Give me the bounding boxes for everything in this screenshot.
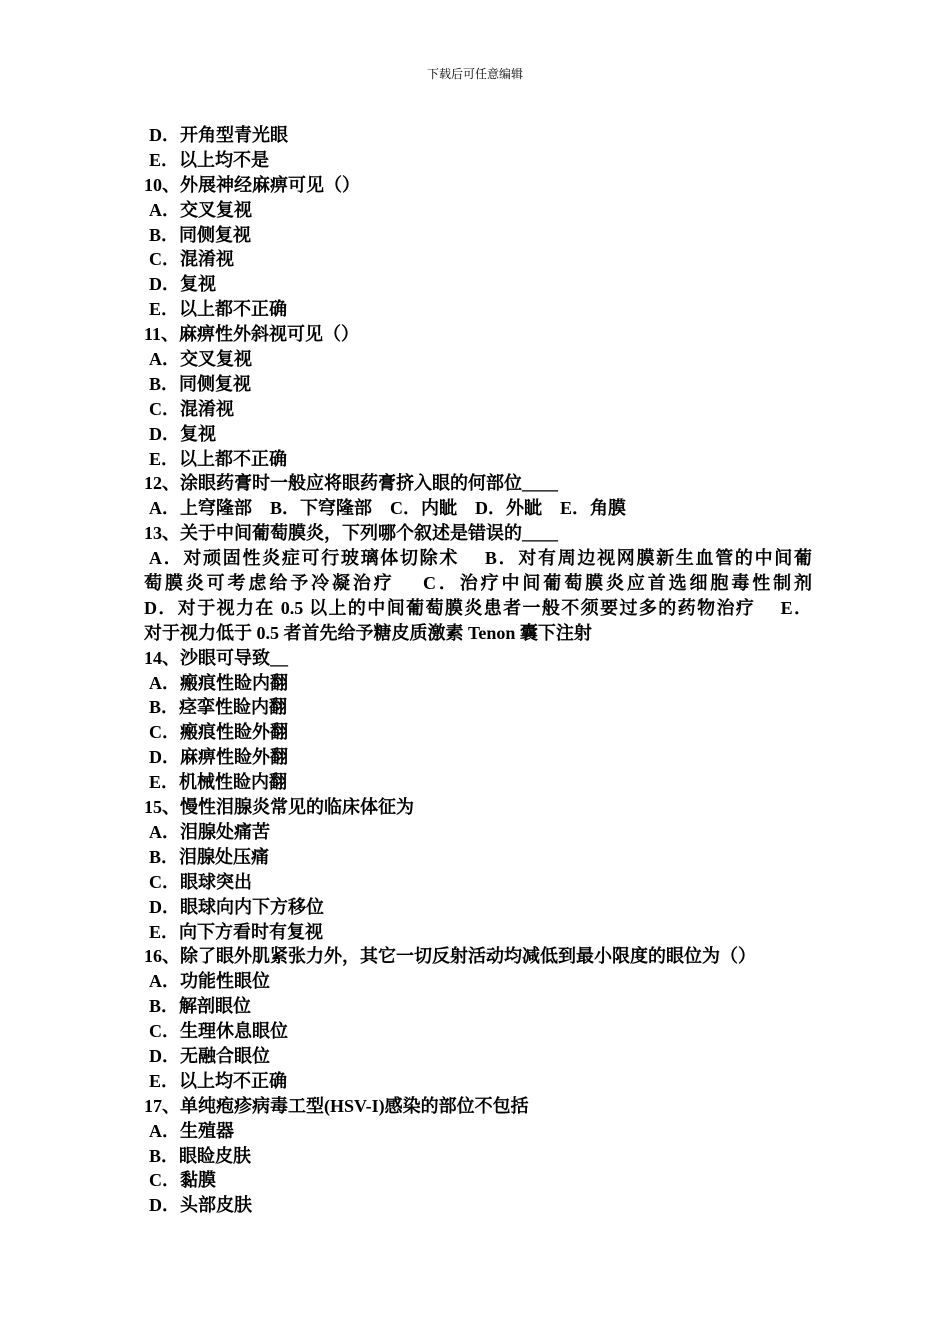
option-line: C．生理休息眼位: [149, 1021, 288, 1042]
option-line: E．机械性睑内翻: [149, 772, 288, 793]
question-line: 12、涂眼药膏时一般应将眼药膏挤入眼的何部位____: [144, 473, 558, 494]
option-line: A．交叉复视: [149, 349, 252, 370]
option-line: E．以上均不是: [149, 149, 270, 170]
option-line: B．痉挛性睑内翻: [149, 697, 288, 718]
option-line: B．泪腺处压痛: [149, 846, 270, 867]
option-line: A．生殖器: [149, 1120, 234, 1141]
option-line: E．以上都不正确: [149, 299, 288, 320]
option-line: B．同侧复视: [149, 373, 252, 394]
option-line: D．复视: [149, 423, 216, 444]
option-line: D．头部皮肤: [149, 1195, 252, 1216]
option-paragraph-line: A．对顽固性炎症可行玻璃体切除术 B．对有周边视网膜新生血管的中间葡: [149, 548, 812, 569]
option-line: A．泪腺处痛苦: [149, 821, 270, 842]
option-line: D．复视: [149, 274, 216, 295]
option-line: D．麻痹性睑外翻: [149, 747, 288, 768]
option-line: B．解剖眼位: [149, 996, 252, 1017]
question-line: 14、沙眼可导致__: [144, 647, 288, 668]
option-line: A．交叉复视: [149, 199, 252, 220]
option-paragraph-line: D．对于视力在 0.5 以上的中间葡萄膜炎患者一般不须要过多的药物治疗 E．: [144, 597, 812, 618]
option-line: C．眼球突出: [149, 871, 252, 892]
option-paragraph-line: 萄膜炎可考虑给予冷凝治疗 C．治疗中间葡萄膜炎应首选细胞毒性制剂: [144, 573, 812, 594]
question-line: 10、外展神经麻痹可见（）: [144, 174, 360, 195]
option-line: E．以上均不正确: [149, 1070, 288, 1091]
option-line: B．同侧复视: [149, 224, 252, 245]
option-line: D．眼球向内下方移位: [149, 896, 324, 917]
option-line: C．黏膜: [149, 1170, 216, 1191]
question-line: 11、麻痹性外斜视可见（）: [144, 324, 360, 345]
page-header-note: 下载后可任意编辑: [426, 67, 523, 81]
option-line: C．混淆视: [149, 398, 234, 419]
option-line: E．以上都不正确: [149, 448, 288, 469]
question-line: 15、慢性泪腺炎常见的临床体征为: [144, 797, 414, 818]
option-line: D．无融合眼位: [149, 1045, 270, 1066]
option-line: D．开角型青光眼: [149, 125, 288, 145]
option-line: B．眼睑皮肤: [149, 1145, 252, 1166]
option-paragraph-line: 对于视力低于 0.5 者首先给予糖皮质激素 Tenon 囊下注射: [144, 622, 592, 643]
option-line: C．混淆视: [149, 249, 234, 270]
option-line: E．向下方看时有复视: [149, 921, 324, 942]
option-line: A．瘢痕性睑内翻: [149, 672, 288, 693]
document-body: [144, 123, 812, 1218]
option-line: A．上穹隆部 B．下穹隆部 C．内眦 D．外眦 E．角膜: [149, 498, 627, 519]
question-line: 16、除了眼外肌紧张力外，其它一切反射活动均减低到最小限度的眼位为（）: [144, 946, 756, 967]
option-line: A．功能性眼位: [149, 971, 270, 992]
option-line: C．瘢痕性睑外翻: [149, 722, 288, 743]
question-line: 13、关于中间葡萄膜炎，下列哪个叙述是错误的____: [144, 523, 558, 544]
question-line: 17、单纯疱疹病毒工型(HSV-I)感染的部位不包括: [144, 1095, 529, 1116]
